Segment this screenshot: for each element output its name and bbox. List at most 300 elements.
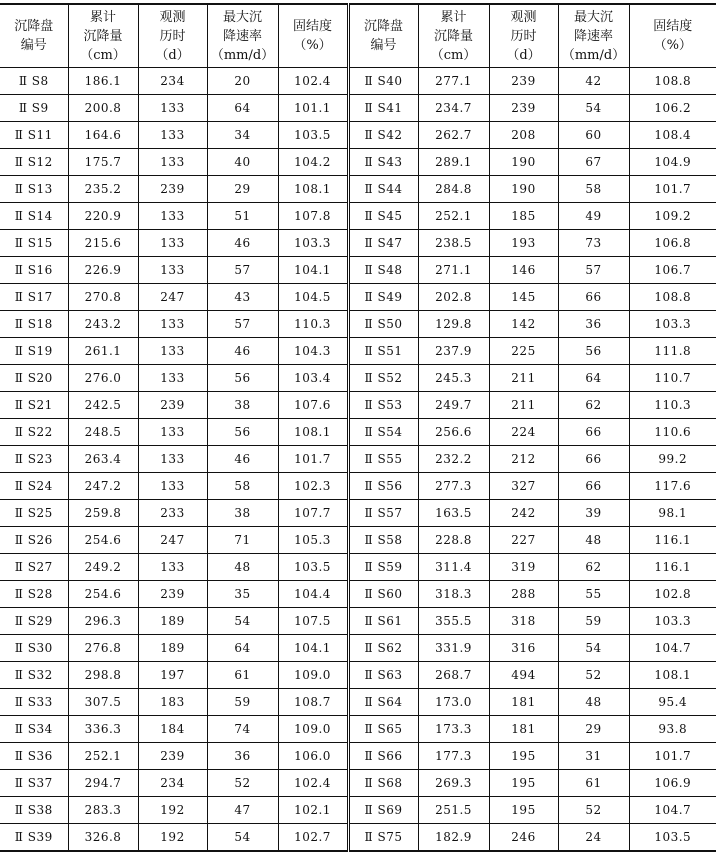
max-settlement-rate-cell: 46 — [207, 230, 278, 257]
consolidation-degree-cell: 106.7 — [629, 257, 716, 284]
consolidation-degree-cell: 104.4 — [278, 581, 348, 608]
header-line: 降速率 — [208, 27, 278, 46]
cumulative-settlement-cell: 254.6 — [68, 581, 138, 608]
consolidation-degree-cell: 117.6 — [629, 473, 716, 500]
header-line: 观测 — [139, 8, 207, 27]
table-row — [0, 554, 716, 581]
observation-days-cell: 224 — [489, 419, 558, 446]
observation-days-cell: 133 — [138, 473, 207, 500]
observation-days-cell: 327 — [489, 473, 558, 500]
pan-id-cell: Ⅱ S19 — [0, 338, 68, 365]
consolidation-degree-cell: 102.3 — [278, 473, 348, 500]
pan-id-cell: Ⅱ S50 — [348, 311, 418, 338]
pan-id-cell: Ⅱ S63 — [348, 662, 418, 689]
pan-id-cell: Ⅱ S14 — [0, 203, 68, 230]
cumulative-settlement-cell: 226.9 — [68, 257, 138, 284]
cumulative-settlement-cell: 263.4 — [68, 446, 138, 473]
pan-id-cell: Ⅱ S56 — [348, 473, 418, 500]
cumulative-settlement-cell: 243.2 — [68, 311, 138, 338]
observation-days-cell: 225 — [489, 338, 558, 365]
observation-days-cell: 133 — [138, 203, 207, 230]
max-settlement-rate-cell: 38 — [207, 392, 278, 419]
max-settlement-rate-cell: 60 — [558, 122, 629, 149]
pan-id-cell: Ⅱ S32 — [0, 662, 68, 689]
cumulative-settlement-cell: 202.8 — [418, 284, 489, 311]
pan-id-cell: Ⅱ S53 — [348, 392, 418, 419]
consolidation-degree-cell: 103.5 — [629, 824, 716, 852]
header-line: （mm/d） — [208, 46, 278, 65]
cumulative-settlement-cell: 262.7 — [418, 122, 489, 149]
consolidation-degree-cell: 109.0 — [278, 662, 348, 689]
max-settlement-rate-cell: 54 — [207, 608, 278, 635]
pan-id-cell: Ⅱ S12 — [0, 149, 68, 176]
cumulative-settlement-cell: 268.7 — [418, 662, 489, 689]
max-settlement-rate-cell: 42 — [558, 68, 629, 95]
max-settlement-rate-cell: 61 — [207, 662, 278, 689]
header-consolidation-degree — [278, 4, 348, 68]
table-row — [0, 716, 716, 743]
pan-id-cell: Ⅱ S65 — [348, 716, 418, 743]
header-line: （mm/d） — [559, 46, 629, 65]
cumulative-settlement-cell: 318.3 — [418, 581, 489, 608]
observation-days-cell: 133 — [138, 446, 207, 473]
pan-id-cell: Ⅱ S27 — [0, 554, 68, 581]
consolidation-degree-cell: 108.1 — [629, 662, 716, 689]
max-settlement-rate-cell: 56 — [207, 419, 278, 446]
header-line: 累计 — [69, 8, 138, 27]
max-settlement-rate-cell: 48 — [558, 527, 629, 554]
observation-days-cell: 181 — [489, 716, 558, 743]
observation-days-cell: 195 — [489, 797, 558, 824]
header-observation-days — [489, 4, 558, 68]
header-observation-days — [138, 4, 207, 68]
observation-days-cell: 133 — [138, 149, 207, 176]
cumulative-settlement-cell: 129.8 — [418, 311, 489, 338]
header-line: （%） — [630, 36, 716, 55]
header-cumulative-settlement — [418, 4, 489, 68]
table-row — [0, 527, 716, 554]
observation-days-cell: 183 — [138, 689, 207, 716]
consolidation-degree-cell: 109.2 — [629, 203, 716, 230]
cumulative-settlement-cell: 235.2 — [68, 176, 138, 203]
header-max-settlement-rate — [207, 4, 278, 68]
consolidation-degree-cell: 110.3 — [278, 311, 348, 338]
table-row — [0, 743, 716, 770]
cumulative-settlement-cell: 163.5 — [418, 500, 489, 527]
max-settlement-rate-cell: 73 — [558, 230, 629, 257]
pan-id-cell: Ⅱ S11 — [0, 122, 68, 149]
pan-id-cell: Ⅱ S36 — [0, 743, 68, 770]
observation-days-cell: 234 — [138, 68, 207, 95]
pan-id-cell: Ⅱ S54 — [348, 419, 418, 446]
pan-id-cell: Ⅱ S29 — [0, 608, 68, 635]
cumulative-settlement-cell: 284.8 — [418, 176, 489, 203]
pan-id-cell: Ⅱ S49 — [348, 284, 418, 311]
cumulative-settlement-cell: 248.5 — [68, 419, 138, 446]
pan-id-cell: Ⅱ S25 — [0, 500, 68, 527]
consolidation-degree-cell: 102.1 — [278, 797, 348, 824]
table-header — [0, 4, 716, 68]
cumulative-settlement-cell: 311.4 — [418, 554, 489, 581]
cumulative-settlement-cell: 177.3 — [418, 743, 489, 770]
table-body — [0, 68, 716, 852]
header-line: （cm） — [419, 46, 489, 65]
cumulative-settlement-cell: 238.5 — [418, 230, 489, 257]
max-settlement-rate-cell: 74 — [207, 716, 278, 743]
table-row — [0, 95, 716, 122]
consolidation-degree-cell: 102.7 — [278, 824, 348, 852]
pan-id-cell: Ⅱ S21 — [0, 392, 68, 419]
cumulative-settlement-cell: 336.3 — [68, 716, 138, 743]
pan-id-cell: Ⅱ S30 — [0, 635, 68, 662]
header-line: 累计 — [419, 8, 489, 27]
consolidation-degree-cell: 104.1 — [278, 635, 348, 662]
consolidation-degree-cell: 98.1 — [629, 500, 716, 527]
pan-id-cell: Ⅱ S59 — [348, 554, 418, 581]
consolidation-degree-cell: 102.4 — [278, 770, 348, 797]
max-settlement-rate-cell: 62 — [558, 554, 629, 581]
observation-days-cell: 190 — [489, 176, 558, 203]
pan-id-cell: Ⅱ S51 — [348, 338, 418, 365]
cumulative-settlement-cell: 164.6 — [68, 122, 138, 149]
pan-id-cell: Ⅱ S8 — [0, 68, 68, 95]
consolidation-degree-cell: 93.8 — [629, 716, 716, 743]
pan-id-cell: Ⅱ S24 — [0, 473, 68, 500]
observation-days-cell: 184 — [138, 716, 207, 743]
max-settlement-rate-cell: 43 — [207, 284, 278, 311]
consolidation-degree-cell: 104.3 — [278, 338, 348, 365]
max-settlement-rate-cell: 67 — [558, 149, 629, 176]
max-settlement-rate-cell: 54 — [207, 824, 278, 852]
table-row — [0, 203, 716, 230]
cumulative-settlement-cell: 249.2 — [68, 554, 138, 581]
consolidation-degree-cell: 106.2 — [629, 95, 716, 122]
cumulative-settlement-cell: 247.2 — [68, 473, 138, 500]
pan-id-cell: Ⅱ S62 — [348, 635, 418, 662]
pan-id-cell: Ⅱ S57 — [348, 500, 418, 527]
observation-days-cell: 133 — [138, 230, 207, 257]
consolidation-degree-cell: 106.0 — [278, 743, 348, 770]
consolidation-degree-cell: 102.4 — [278, 68, 348, 95]
cumulative-settlement-cell: 256.6 — [418, 419, 489, 446]
observation-days-cell: 239 — [138, 581, 207, 608]
max-settlement-rate-cell: 71 — [207, 527, 278, 554]
max-settlement-rate-cell: 35 — [207, 581, 278, 608]
table-row — [0, 230, 716, 257]
header-line: 沉降量 — [419, 27, 489, 46]
cumulative-settlement-cell: 259.8 — [68, 500, 138, 527]
consolidation-degree-cell: 107.8 — [278, 203, 348, 230]
header-line: 历时 — [490, 27, 558, 46]
table-row — [0, 284, 716, 311]
pan-id-cell: Ⅱ S40 — [348, 68, 418, 95]
pan-id-cell: Ⅱ S20 — [0, 365, 68, 392]
consolidation-degree-cell: 108.8 — [629, 68, 716, 95]
max-settlement-rate-cell: 47 — [207, 797, 278, 824]
cumulative-settlement-cell: 254.6 — [68, 527, 138, 554]
observation-days-cell: 316 — [489, 635, 558, 662]
max-settlement-rate-cell: 54 — [558, 95, 629, 122]
cumulative-settlement-cell: 200.8 — [68, 95, 138, 122]
max-settlement-rate-cell: 34 — [207, 122, 278, 149]
observation-days-cell: 181 — [489, 689, 558, 716]
observation-days-cell: 234 — [138, 770, 207, 797]
observation-days-cell: 189 — [138, 635, 207, 662]
consolidation-degree-cell: 103.4 — [278, 365, 348, 392]
observation-days-cell: 195 — [489, 770, 558, 797]
header-row — [0, 4, 716, 68]
observation-days-cell: 189 — [138, 608, 207, 635]
consolidation-degree-cell: 104.7 — [629, 797, 716, 824]
observation-days-cell: 195 — [489, 743, 558, 770]
pan-id-cell: Ⅱ S22 — [0, 419, 68, 446]
header-pan-id — [0, 4, 68, 68]
cumulative-settlement-cell: 271.1 — [418, 257, 489, 284]
pan-id-cell: Ⅱ S48 — [348, 257, 418, 284]
pan-id-cell: Ⅱ S9 — [0, 95, 68, 122]
max-settlement-rate-cell: 57 — [558, 257, 629, 284]
table-row — [0, 257, 716, 284]
table-row — [0, 824, 716, 852]
observation-days-cell: 133 — [138, 95, 207, 122]
cumulative-settlement-cell: 326.8 — [68, 824, 138, 852]
cumulative-settlement-cell: 249.7 — [418, 392, 489, 419]
observation-days-cell: 145 — [489, 284, 558, 311]
pan-id-cell: Ⅱ S42 — [348, 122, 418, 149]
max-settlement-rate-cell: 64 — [207, 95, 278, 122]
cumulative-settlement-cell: 276.0 — [68, 365, 138, 392]
consolidation-degree-cell: 101.7 — [629, 176, 716, 203]
table-row — [0, 500, 716, 527]
observation-days-cell: 227 — [489, 527, 558, 554]
table-row — [0, 635, 716, 662]
table-row — [0, 473, 716, 500]
cumulative-settlement-cell: 232.2 — [418, 446, 489, 473]
consolidation-degree-cell: 107.7 — [278, 500, 348, 527]
consolidation-degree-cell: 101.7 — [278, 446, 348, 473]
pan-id-cell: Ⅱ S37 — [0, 770, 68, 797]
table-row — [0, 797, 716, 824]
consolidation-degree-cell: 116.1 — [629, 527, 716, 554]
table-row — [0, 446, 716, 473]
consolidation-degree-cell: 108.1 — [278, 419, 348, 446]
table-row — [0, 365, 716, 392]
cumulative-settlement-cell: 173.0 — [418, 689, 489, 716]
cumulative-settlement-cell: 298.8 — [68, 662, 138, 689]
consolidation-degree-cell: 104.7 — [629, 635, 716, 662]
observation-days-cell: 239 — [138, 743, 207, 770]
pan-id-cell: Ⅱ S39 — [0, 824, 68, 852]
pan-id-cell: Ⅱ S68 — [348, 770, 418, 797]
header-line: 沉降量 — [69, 27, 138, 46]
observation-days-cell: 197 — [138, 662, 207, 689]
cumulative-settlement-cell: 355.5 — [418, 608, 489, 635]
cumulative-settlement-cell: 252.1 — [68, 743, 138, 770]
max-settlement-rate-cell: 36 — [207, 743, 278, 770]
pan-id-cell: Ⅱ S26 — [0, 527, 68, 554]
consolidation-degree-cell: 108.4 — [629, 122, 716, 149]
pan-id-cell: Ⅱ S18 — [0, 311, 68, 338]
pan-id-cell: Ⅱ S52 — [348, 365, 418, 392]
consolidation-degree-cell: 110.6 — [629, 419, 716, 446]
observation-days-cell: 212 — [489, 446, 558, 473]
pan-id-cell: Ⅱ S15 — [0, 230, 68, 257]
pan-id-cell: Ⅱ S44 — [348, 176, 418, 203]
observation-days-cell: 239 — [138, 176, 207, 203]
table-row — [0, 689, 716, 716]
consolidation-degree-cell: 101.1 — [278, 95, 348, 122]
header-line: 编号 — [0, 36, 68, 55]
cumulative-settlement-cell: 245.3 — [418, 365, 489, 392]
observation-days-cell: 211 — [489, 365, 558, 392]
pan-id-cell: Ⅱ S60 — [348, 581, 418, 608]
consolidation-degree-cell: 108.7 — [278, 689, 348, 716]
max-settlement-rate-cell: 57 — [207, 257, 278, 284]
consolidation-degree-cell: 109.0 — [278, 716, 348, 743]
observation-days-cell: 208 — [489, 122, 558, 149]
table-row — [0, 149, 716, 176]
cumulative-settlement-cell: 220.9 — [68, 203, 138, 230]
pan-id-cell: Ⅱ S61 — [348, 608, 418, 635]
table-row — [0, 68, 716, 95]
pan-id-cell: Ⅱ S41 — [348, 95, 418, 122]
consolidation-degree-cell: 104.9 — [629, 149, 716, 176]
observation-days-cell: 192 — [138, 824, 207, 852]
cumulative-settlement-cell: 283.3 — [68, 797, 138, 824]
max-settlement-rate-cell: 36 — [558, 311, 629, 338]
observation-days-cell: 133 — [138, 311, 207, 338]
pan-id-cell: Ⅱ S69 — [348, 797, 418, 824]
pan-id-cell: Ⅱ S58 — [348, 527, 418, 554]
max-settlement-rate-cell: 58 — [558, 176, 629, 203]
cumulative-settlement-cell: 331.9 — [418, 635, 489, 662]
observation-days-cell: 239 — [138, 392, 207, 419]
max-settlement-rate-cell: 24 — [558, 824, 629, 852]
table-row — [0, 662, 716, 689]
pan-id-cell: Ⅱ S55 — [348, 446, 418, 473]
max-settlement-rate-cell: 66 — [558, 473, 629, 500]
settlement-table — [0, 3, 716, 852]
max-settlement-rate-cell: 66 — [558, 284, 629, 311]
max-settlement-rate-cell: 39 — [558, 500, 629, 527]
cumulative-settlement-cell: 289.1 — [418, 149, 489, 176]
header-line: 编号 — [350, 36, 418, 55]
cumulative-settlement-cell: 294.7 — [68, 770, 138, 797]
observation-days-cell: 192 — [138, 797, 207, 824]
cumulative-settlement-cell: 173.3 — [418, 716, 489, 743]
pan-id-cell: Ⅱ S64 — [348, 689, 418, 716]
pan-id-cell: Ⅱ S13 — [0, 176, 68, 203]
max-settlement-rate-cell: 66 — [558, 446, 629, 473]
table-row — [0, 176, 716, 203]
table-row — [0, 608, 716, 635]
observation-days-cell: 239 — [489, 68, 558, 95]
max-settlement-rate-cell: 59 — [558, 608, 629, 635]
max-settlement-rate-cell: 56 — [558, 338, 629, 365]
consolidation-degree-cell: 104.5 — [278, 284, 348, 311]
observation-days-cell: 133 — [138, 419, 207, 446]
header-line: 最大沉 — [208, 8, 278, 27]
header-consolidation-degree — [629, 4, 716, 68]
cumulative-settlement-cell: 269.3 — [418, 770, 489, 797]
observation-days-cell: 190 — [489, 149, 558, 176]
observation-days-cell: 494 — [489, 662, 558, 689]
consolidation-degree-cell: 110.7 — [629, 365, 716, 392]
observation-days-cell: 211 — [489, 392, 558, 419]
consolidation-degree-cell: 103.5 — [278, 554, 348, 581]
max-settlement-rate-cell: 64 — [558, 365, 629, 392]
max-settlement-rate-cell: 55 — [558, 581, 629, 608]
observation-days-cell: 133 — [138, 338, 207, 365]
observation-days-cell: 242 — [489, 500, 558, 527]
max-settlement-rate-cell: 48 — [558, 689, 629, 716]
header-line: （d） — [139, 46, 207, 65]
observation-days-cell: 142 — [489, 311, 558, 338]
header-cumulative-settlement — [68, 4, 138, 68]
cumulative-settlement-cell: 261.1 — [68, 338, 138, 365]
observation-days-cell: 318 — [489, 608, 558, 635]
max-settlement-rate-cell: 29 — [207, 176, 278, 203]
consolidation-degree-cell: 108.1 — [278, 176, 348, 203]
observation-days-cell: 247 — [138, 527, 207, 554]
cumulative-settlement-cell: 252.1 — [418, 203, 489, 230]
pan-id-cell: Ⅱ S33 — [0, 689, 68, 716]
max-settlement-rate-cell: 31 — [558, 743, 629, 770]
cumulative-settlement-cell: 296.3 — [68, 608, 138, 635]
table-row — [0, 581, 716, 608]
consolidation-degree-cell: 106.9 — [629, 770, 716, 797]
cumulative-settlement-cell: 307.5 — [68, 689, 138, 716]
max-settlement-rate-cell: 49 — [558, 203, 629, 230]
cumulative-settlement-cell: 277.3 — [418, 473, 489, 500]
pan-id-cell: Ⅱ S34 — [0, 716, 68, 743]
consolidation-degree-cell: 110.3 — [629, 392, 716, 419]
cumulative-settlement-cell: 276.8 — [68, 635, 138, 662]
table-row — [0, 122, 716, 149]
max-settlement-rate-cell: 52 — [558, 662, 629, 689]
cumulative-settlement-cell: 215.6 — [68, 230, 138, 257]
pan-id-cell: Ⅱ S28 — [0, 581, 68, 608]
consolidation-degree-cell: 105.3 — [278, 527, 348, 554]
table-row — [0, 311, 716, 338]
pan-id-cell: Ⅱ S43 — [348, 149, 418, 176]
cumulative-settlement-cell: 228.8 — [418, 527, 489, 554]
header-line: 历时 — [139, 27, 207, 46]
consolidation-degree-cell: 111.8 — [629, 338, 716, 365]
observation-days-cell: 133 — [138, 365, 207, 392]
observation-days-cell: 193 — [489, 230, 558, 257]
cumulative-settlement-cell: 242.5 — [68, 392, 138, 419]
pan-id-cell: Ⅱ S38 — [0, 797, 68, 824]
max-settlement-rate-cell: 40 — [207, 149, 278, 176]
consolidation-degree-cell: 107.5 — [278, 608, 348, 635]
observation-days-cell: 239 — [489, 95, 558, 122]
header-line: （%） — [279, 36, 347, 55]
max-settlement-rate-cell: 48 — [207, 554, 278, 581]
max-settlement-rate-cell: 52 — [558, 797, 629, 824]
consolidation-degree-cell: 116.1 — [629, 554, 716, 581]
max-settlement-rate-cell: 66 — [558, 419, 629, 446]
cumulative-settlement-cell: 277.1 — [418, 68, 489, 95]
header-line: 固结度 — [279, 17, 347, 36]
header-line: 降速率 — [559, 27, 629, 46]
cumulative-settlement-cell: 234.7 — [418, 95, 489, 122]
consolidation-degree-cell: 95.4 — [629, 689, 716, 716]
cumulative-settlement-cell: 270.8 — [68, 284, 138, 311]
consolidation-degree-cell: 103.3 — [629, 311, 716, 338]
max-settlement-rate-cell: 20 — [207, 68, 278, 95]
table-row — [0, 392, 716, 419]
